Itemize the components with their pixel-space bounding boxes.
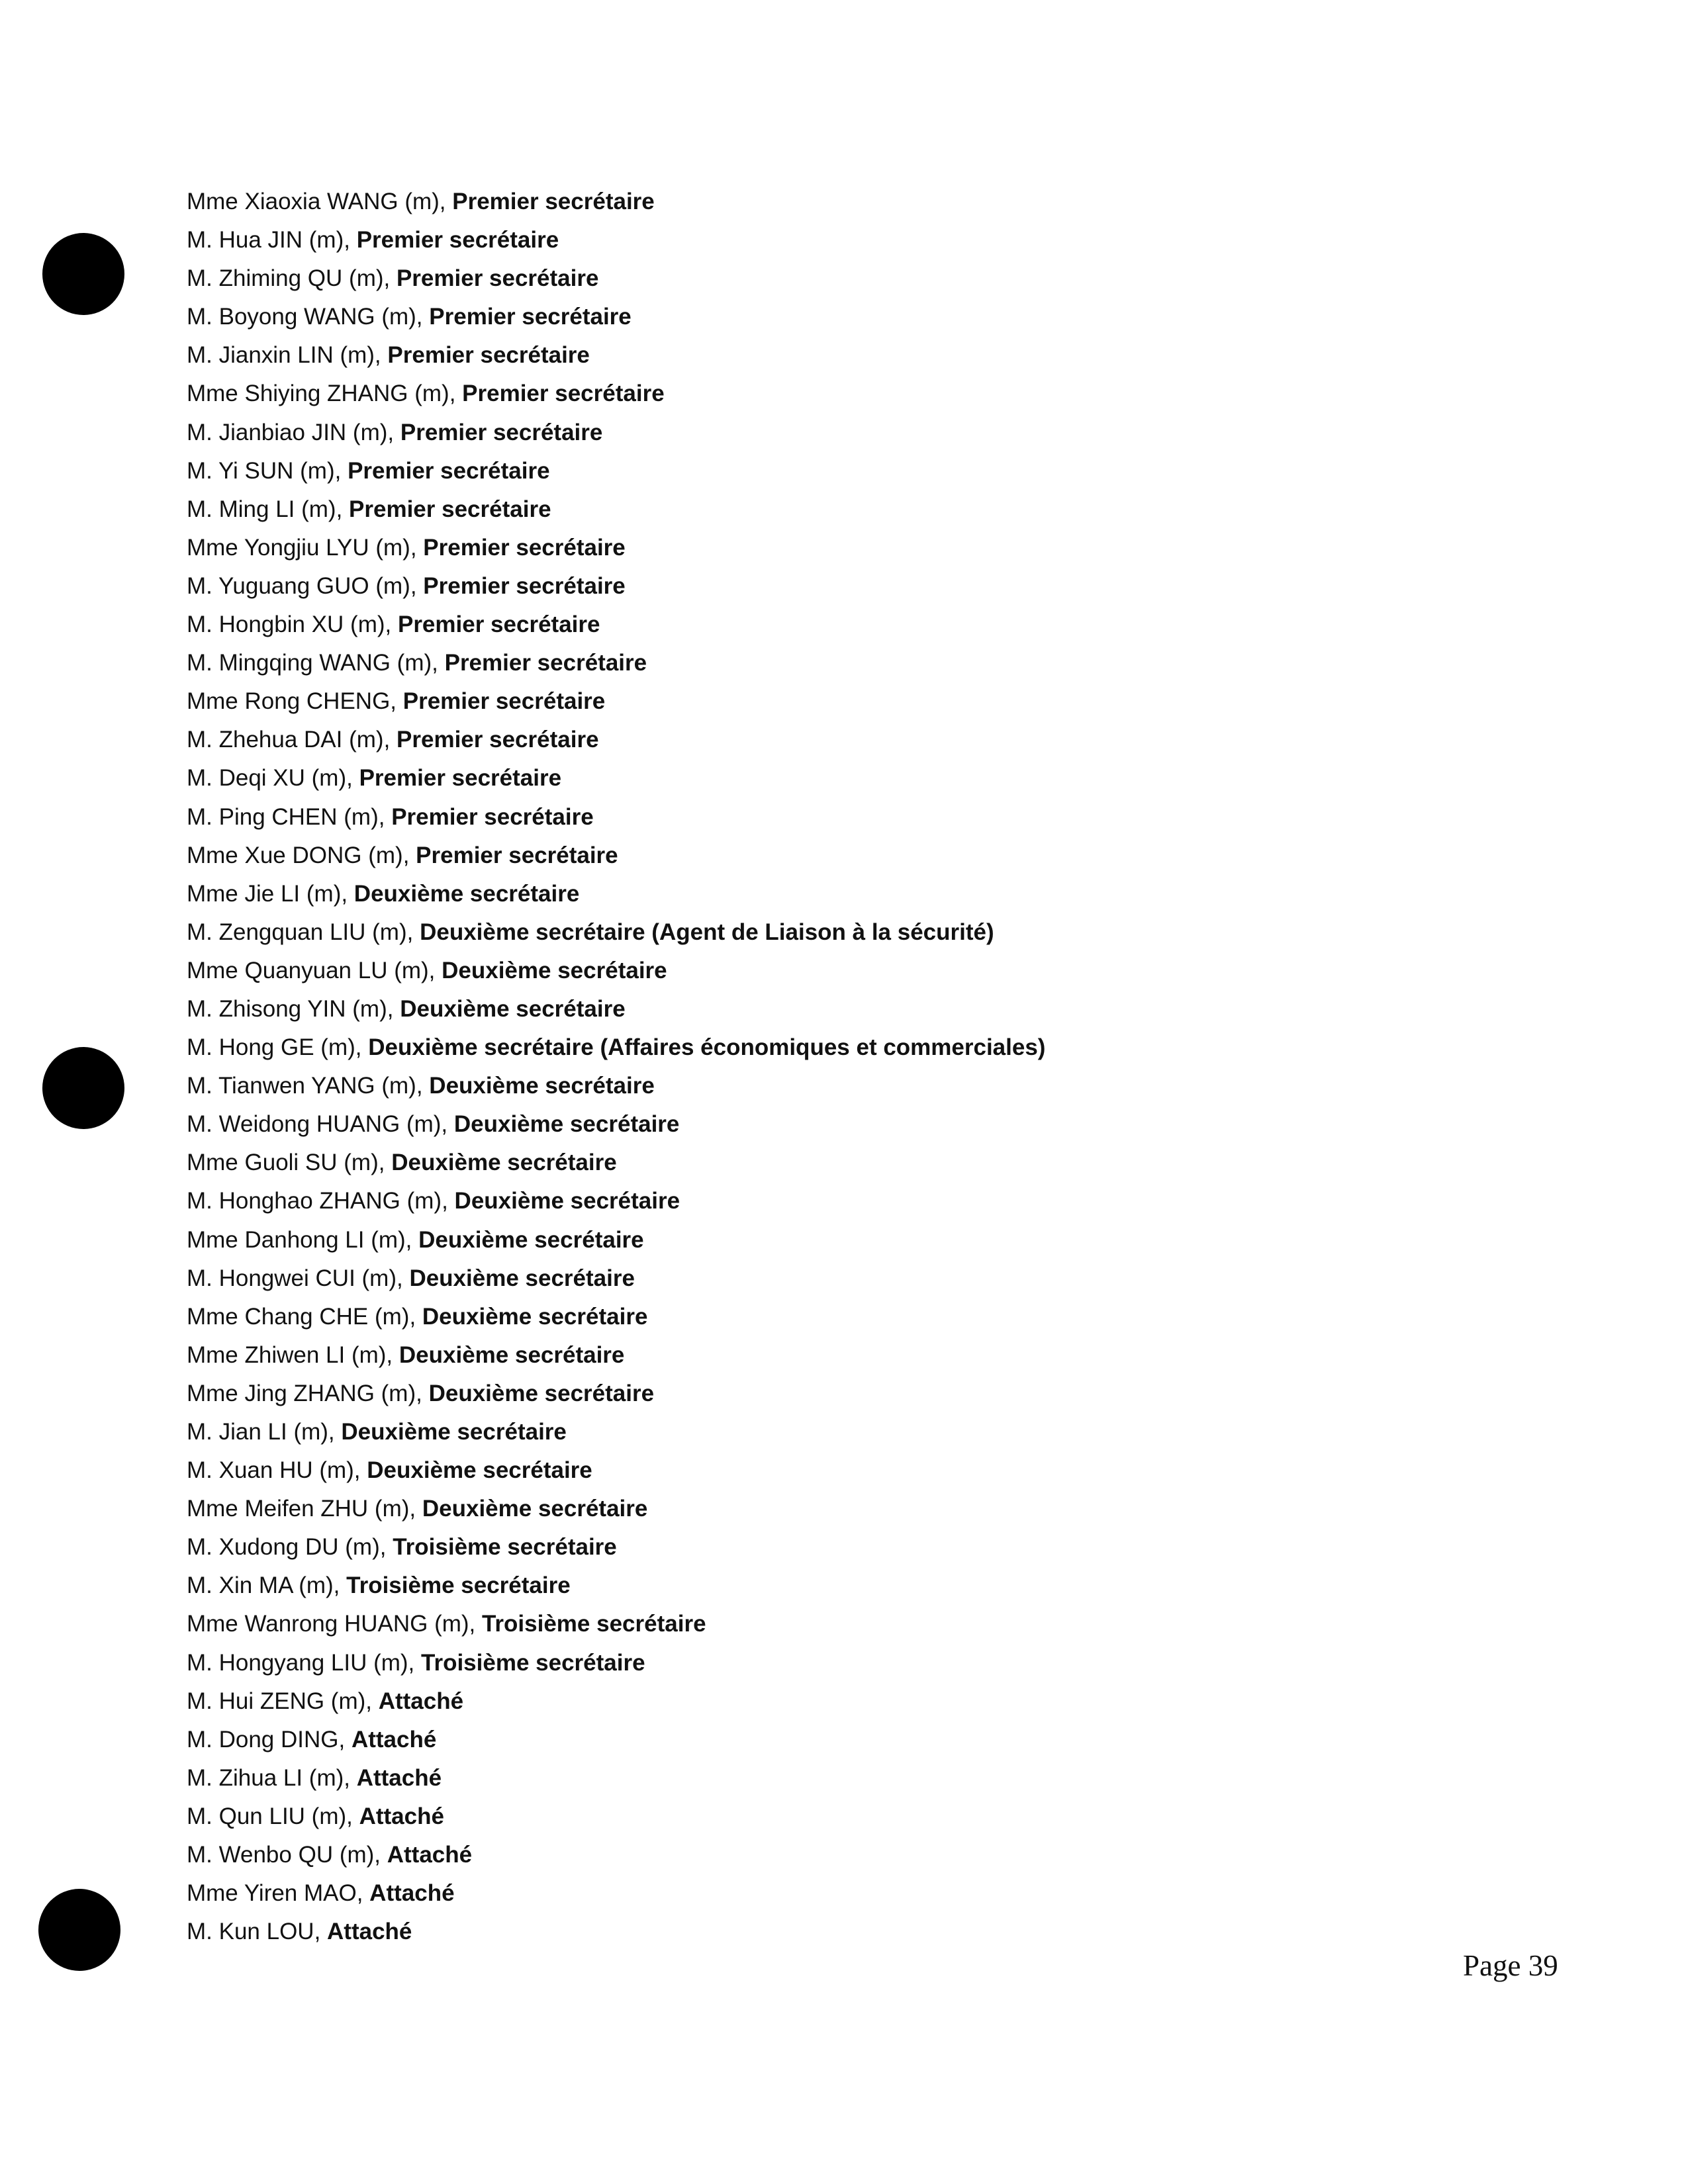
- staff-title: Deuxième secrétaire: [422, 1496, 648, 1522]
- staff-name: M. Jianbiao JIN (m),: [187, 419, 400, 445]
- staff-title: Deuxième secrétaire (Affaires économiques et commerciales): [368, 1034, 1046, 1061]
- staff-name: M. Jian LI (m),: [187, 1419, 342, 1445]
- staff-title: Attaché: [351, 1726, 437, 1752]
- staff-name: M. Hui ZENG (m),: [187, 1688, 379, 1714]
- staff-entry: [187, 298, 1045, 336]
- staff-name: M. Hongbin XU (m),: [187, 612, 398, 638]
- staff-title: Troisième secrétaire: [393, 1534, 617, 1561]
- staff-name: M. Dong DING,: [187, 1726, 352, 1752]
- staff-name: M. Deqi XU (m),: [187, 765, 359, 792]
- staff-name: M. Ming LI (m),: [187, 496, 350, 522]
- staff-entry: [187, 452, 1045, 490]
- staff-title: Troisième secrétaire: [481, 1611, 706, 1637]
- staff-title: Premier secrétaire: [349, 496, 551, 522]
- staff-entry: [187, 1451, 1045, 1490]
- staff-name: M. Yuguang GUO (m),: [187, 572, 424, 599]
- staff-entry: [187, 490, 1045, 529]
- staff-title: Premier secrétaire: [452, 189, 655, 214]
- staff-entry: [187, 1913, 1045, 1951]
- staff-title: Deuxième secrétaire: [422, 1303, 648, 1330]
- staff-name: M. Tianwen YANG (m),: [187, 1073, 430, 1099]
- page-number: Page 39: [1463, 1949, 1558, 1982]
- staff-entry: [187, 1259, 1045, 1298]
- staff-name: M. Xuan HU (m),: [187, 1457, 367, 1484]
- staff-name: M. Honghao ZHANG (m),: [187, 1188, 455, 1214]
- staff-title: Deuxième secrétaire: [409, 1265, 635, 1291]
- staff-title: Premier secrétaire: [423, 534, 626, 561]
- staff-title: Deuxième secrétaire: [400, 995, 626, 1022]
- staff-entry: [187, 1759, 1045, 1797]
- staff-entry: [187, 1874, 1045, 1913]
- staff-name: Mme Zhiwen LI (m),: [187, 1342, 399, 1368]
- staff-name: M. Kun LOU,: [187, 1919, 328, 1945]
- staff-title: Deuxième secrétaire: [391, 1150, 617, 1176]
- staff-title: Premier secrétaire: [397, 612, 600, 638]
- staff-entry: [187, 759, 1045, 797]
- staff-title: Deuxième secrétaire: [442, 957, 667, 983]
- staff-name: M. Xin MA (m),: [187, 1572, 347, 1599]
- staff-title: Premier secrétaire: [387, 342, 590, 369]
- staff-entry: [187, 1221, 1045, 1259]
- staff-entry: [187, 1682, 1045, 1721]
- staff-name: Mme Yongjiu LYU (m),: [187, 534, 424, 561]
- staff-name: M. Zengquan LIU (m),: [187, 919, 420, 945]
- staff-entry: [187, 1144, 1045, 1182]
- staff-title: Deuxième secrétaire: [353, 880, 580, 907]
- staff-name: M. Weidong HUANG (m),: [187, 1111, 454, 1138]
- staff-name: M. Hong GE (m),: [187, 1034, 369, 1061]
- staff-name: Mme Jing ZHANG (m),: [187, 1380, 429, 1406]
- staff-name: M. Qun LIU (m),: [187, 1803, 359, 1829]
- punch-hole-top: [42, 233, 124, 315]
- staff-entry: [187, 837, 1045, 875]
- staff-title: Premier secrétaire: [423, 572, 626, 599]
- staff-title: Deuxième secrétaire: [418, 1226, 644, 1253]
- staff-title: Troisième secrétaire: [346, 1572, 571, 1599]
- staff-entry: [187, 1797, 1045, 1836]
- staff-title: Premier secrétaire: [397, 727, 599, 753]
- staff-entry: [187, 1413, 1045, 1451]
- staff-title: Premier secrétaire: [416, 842, 618, 868]
- staff-entry: [187, 952, 1045, 990]
- staff-entry: [187, 682, 1045, 721]
- staff-title: Premier secrétaire: [462, 381, 665, 407]
- staff-title: Attaché: [387, 1842, 473, 1868]
- staff-title: Premier secrétaire: [348, 457, 550, 484]
- staff-entry: [187, 1490, 1045, 1528]
- staff-name: M. Xudong DU (m),: [187, 1534, 393, 1561]
- staff-name: M. Hongwei CUI (m),: [187, 1265, 410, 1291]
- staff-name: Mme Meifen ZHU (m),: [187, 1496, 422, 1522]
- staff-name: Mme Guoli SU (m),: [187, 1150, 392, 1176]
- staff-entry: [187, 1105, 1045, 1144]
- staff-entry: [187, 1567, 1045, 1605]
- staff-entry: [187, 567, 1045, 606]
- staff-entry: [187, 875, 1045, 913]
- staff-title: Deuxième secrétaire: [399, 1342, 625, 1368]
- staff-title: Deuxième secrétaire: [367, 1457, 592, 1484]
- diplomatic-staff-list: [187, 183, 1045, 1951]
- staff-title: Attaché: [378, 1688, 464, 1714]
- staff-entry: [187, 375, 1045, 413]
- staff-name: Mme Quanyuan LU (m),: [187, 957, 442, 983]
- staff-entry: [187, 913, 1045, 952]
- staff-name: Mme Xiaoxia WANG (m),: [187, 189, 453, 214]
- staff-title: Premier secrétaire: [396, 265, 599, 292]
- staff-name: M. Jianxin LIN (m),: [187, 342, 388, 369]
- staff-entry: [187, 1528, 1045, 1567]
- staff-entry: [187, 1721, 1045, 1759]
- staff-entry: [187, 336, 1045, 375]
- staff-name: M. Boyong WANG (m),: [187, 304, 430, 330]
- staff-name: Mme Rong CHENG,: [187, 688, 403, 715]
- staff-name: Mme Danhong LI (m),: [187, 1226, 419, 1253]
- staff-title: Troisième secrétaire: [421, 1649, 645, 1676]
- staff-entry: [187, 798, 1045, 837]
- staff-entry: [187, 1644, 1045, 1682]
- staff-title: Deuxième secrétaire: [429, 1073, 655, 1099]
- staff-title: Deuxième secrétaire: [454, 1188, 680, 1214]
- punch-hole-middle: [42, 1047, 124, 1129]
- staff-name: Mme Xue DONG (m),: [187, 842, 416, 868]
- staff-entry: [187, 1605, 1045, 1643]
- staff-name: M. Zhiming QU (m),: [187, 265, 397, 292]
- staff-title: Premier secrétaire: [356, 227, 559, 253]
- staff-entry: [187, 644, 1045, 682]
- staff-name: Mme Shiying ZHANG (m),: [187, 381, 463, 407]
- staff-name: M. Zhisong YIN (m),: [187, 995, 400, 1022]
- staff-entry: [187, 606, 1045, 644]
- staff-name: M. Hua JIN (m),: [187, 227, 357, 253]
- staff-title: Deuxième secrétaire: [428, 1380, 655, 1406]
- staff-name: Mme Wanrong HUANG (m),: [187, 1611, 482, 1637]
- staff-entry: [187, 259, 1045, 298]
- staff-entry: [187, 1182, 1045, 1220]
- staff-name: M. Zhehua DAI (m),: [187, 727, 397, 753]
- staff-name: M. Hongyang LIU (m),: [187, 1649, 421, 1676]
- staff-title: Attaché: [359, 1803, 444, 1829]
- staff-name: M. Zihua LI (m),: [187, 1764, 357, 1791]
- staff-entry: [187, 529, 1045, 567]
- staff-entry: [187, 1298, 1045, 1336]
- staff-title: Premier secrétaire: [444, 650, 647, 676]
- staff-entry: [187, 990, 1045, 1028]
- staff-title: Premier secrétaire: [402, 688, 606, 715]
- staff-title: Deuxième secrétaire: [453, 1111, 680, 1138]
- staff-entry: [187, 721, 1045, 759]
- staff-entry: [187, 1375, 1045, 1413]
- staff-name: Mme Chang CHE (m),: [187, 1303, 422, 1330]
- staff-name: M. Wenbo QU (m),: [187, 1842, 387, 1868]
- staff-entry: [187, 1336, 1045, 1375]
- staff-name: M. Ping CHEN (m),: [187, 803, 392, 830]
- staff-title: Premier secrétaire: [391, 803, 594, 830]
- staff-name: M. Mingqing WANG (m),: [187, 650, 445, 676]
- staff-name: Mme Yiren MAO,: [187, 1880, 370, 1907]
- staff-name: M. Yi SUN (m),: [187, 457, 348, 484]
- staff-title: Premier secrétaire: [400, 419, 603, 445]
- staff-title: Deuxième secrétaire (Agent de Liaison à la sécurité): [420, 919, 994, 945]
- staff-entry: [187, 183, 1045, 221]
- staff-title: Premier secrétaire: [359, 765, 562, 792]
- staff-name: Mme Jie LI (m),: [187, 880, 354, 907]
- staff-entry: [187, 414, 1045, 452]
- staff-title: Deuxième secrétaire: [341, 1419, 567, 1445]
- staff-entry: [187, 1067, 1045, 1105]
- staff-entry: [187, 221, 1045, 259]
- staff-title: Attaché: [369, 1880, 455, 1907]
- staff-title: Attaché: [327, 1919, 412, 1945]
- staff-title: Attaché: [356, 1764, 442, 1791]
- staff-title: Premier secrétaire: [429, 304, 632, 330]
- staff-entry: [187, 1028, 1045, 1067]
- staff-entry: [187, 1836, 1045, 1874]
- punch-hole-bottom: [38, 1889, 120, 1971]
